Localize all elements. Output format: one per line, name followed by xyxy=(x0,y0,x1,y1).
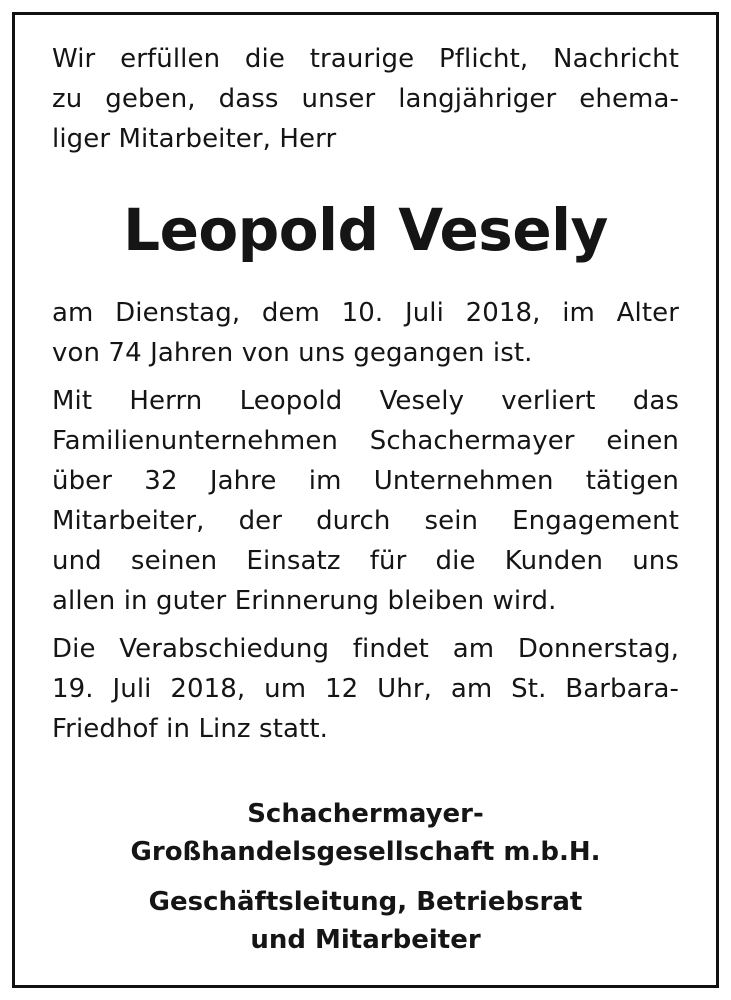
deceased-name: Leopold Vesely xyxy=(123,196,608,264)
death-line: von 74 Jahren von uns gegangen ist. xyxy=(52,338,533,368)
tribute-line: und seinen Einsatz für die Kunden uns xyxy=(52,546,679,576)
signature-block xyxy=(52,795,679,959)
signatory-group-line: und Mitarbeiter xyxy=(250,925,481,955)
notice-border xyxy=(12,12,719,988)
tribute-line: Mit Herrn Leopold Vesely verliert das xyxy=(52,386,679,416)
farewell-paragraph xyxy=(52,629,679,749)
death-line: am Dienstag, dem 10. Juli 2018, im Alter xyxy=(52,298,679,328)
tribute-paragraph xyxy=(52,381,679,621)
tribute-line: Mitarbeiter, der durch sein Engagement xyxy=(52,506,679,536)
obituary-notice xyxy=(52,39,679,959)
intro-paragraph xyxy=(52,39,679,159)
farewell-line: Friedhof in Linz statt. xyxy=(52,714,328,744)
farewell-line: 19. Juli 2018, um 12 Uhr, am St. Barbara- xyxy=(52,674,679,704)
intro-line: liger Mitarbeiter, Herr xyxy=(52,124,337,154)
tribute-line: über 32 Jahre im Unternehmen tätigen xyxy=(52,466,679,496)
tribute-line: allen in guter Erinnerung bleiben wird. xyxy=(52,586,557,616)
intro-line: zu geben, dass unser langjähriger ehema- xyxy=(52,84,679,114)
farewell-line: Die Verabschiedung findet am Donnerstag, xyxy=(52,634,679,664)
tribute-line: Familienunternehmen Schachermayer einen xyxy=(52,426,679,456)
death-paragraph xyxy=(52,293,679,373)
signatory-group-line: Geschäftsleitung, Betriebsrat xyxy=(148,887,583,917)
company-name-line: Großhandelsgesellschaft m.b.H. xyxy=(130,837,601,867)
company-name-line: Schachermayer- xyxy=(247,799,484,829)
intro-line: Wir erfüllen die traurige Pflicht, Nachricht xyxy=(52,44,679,74)
